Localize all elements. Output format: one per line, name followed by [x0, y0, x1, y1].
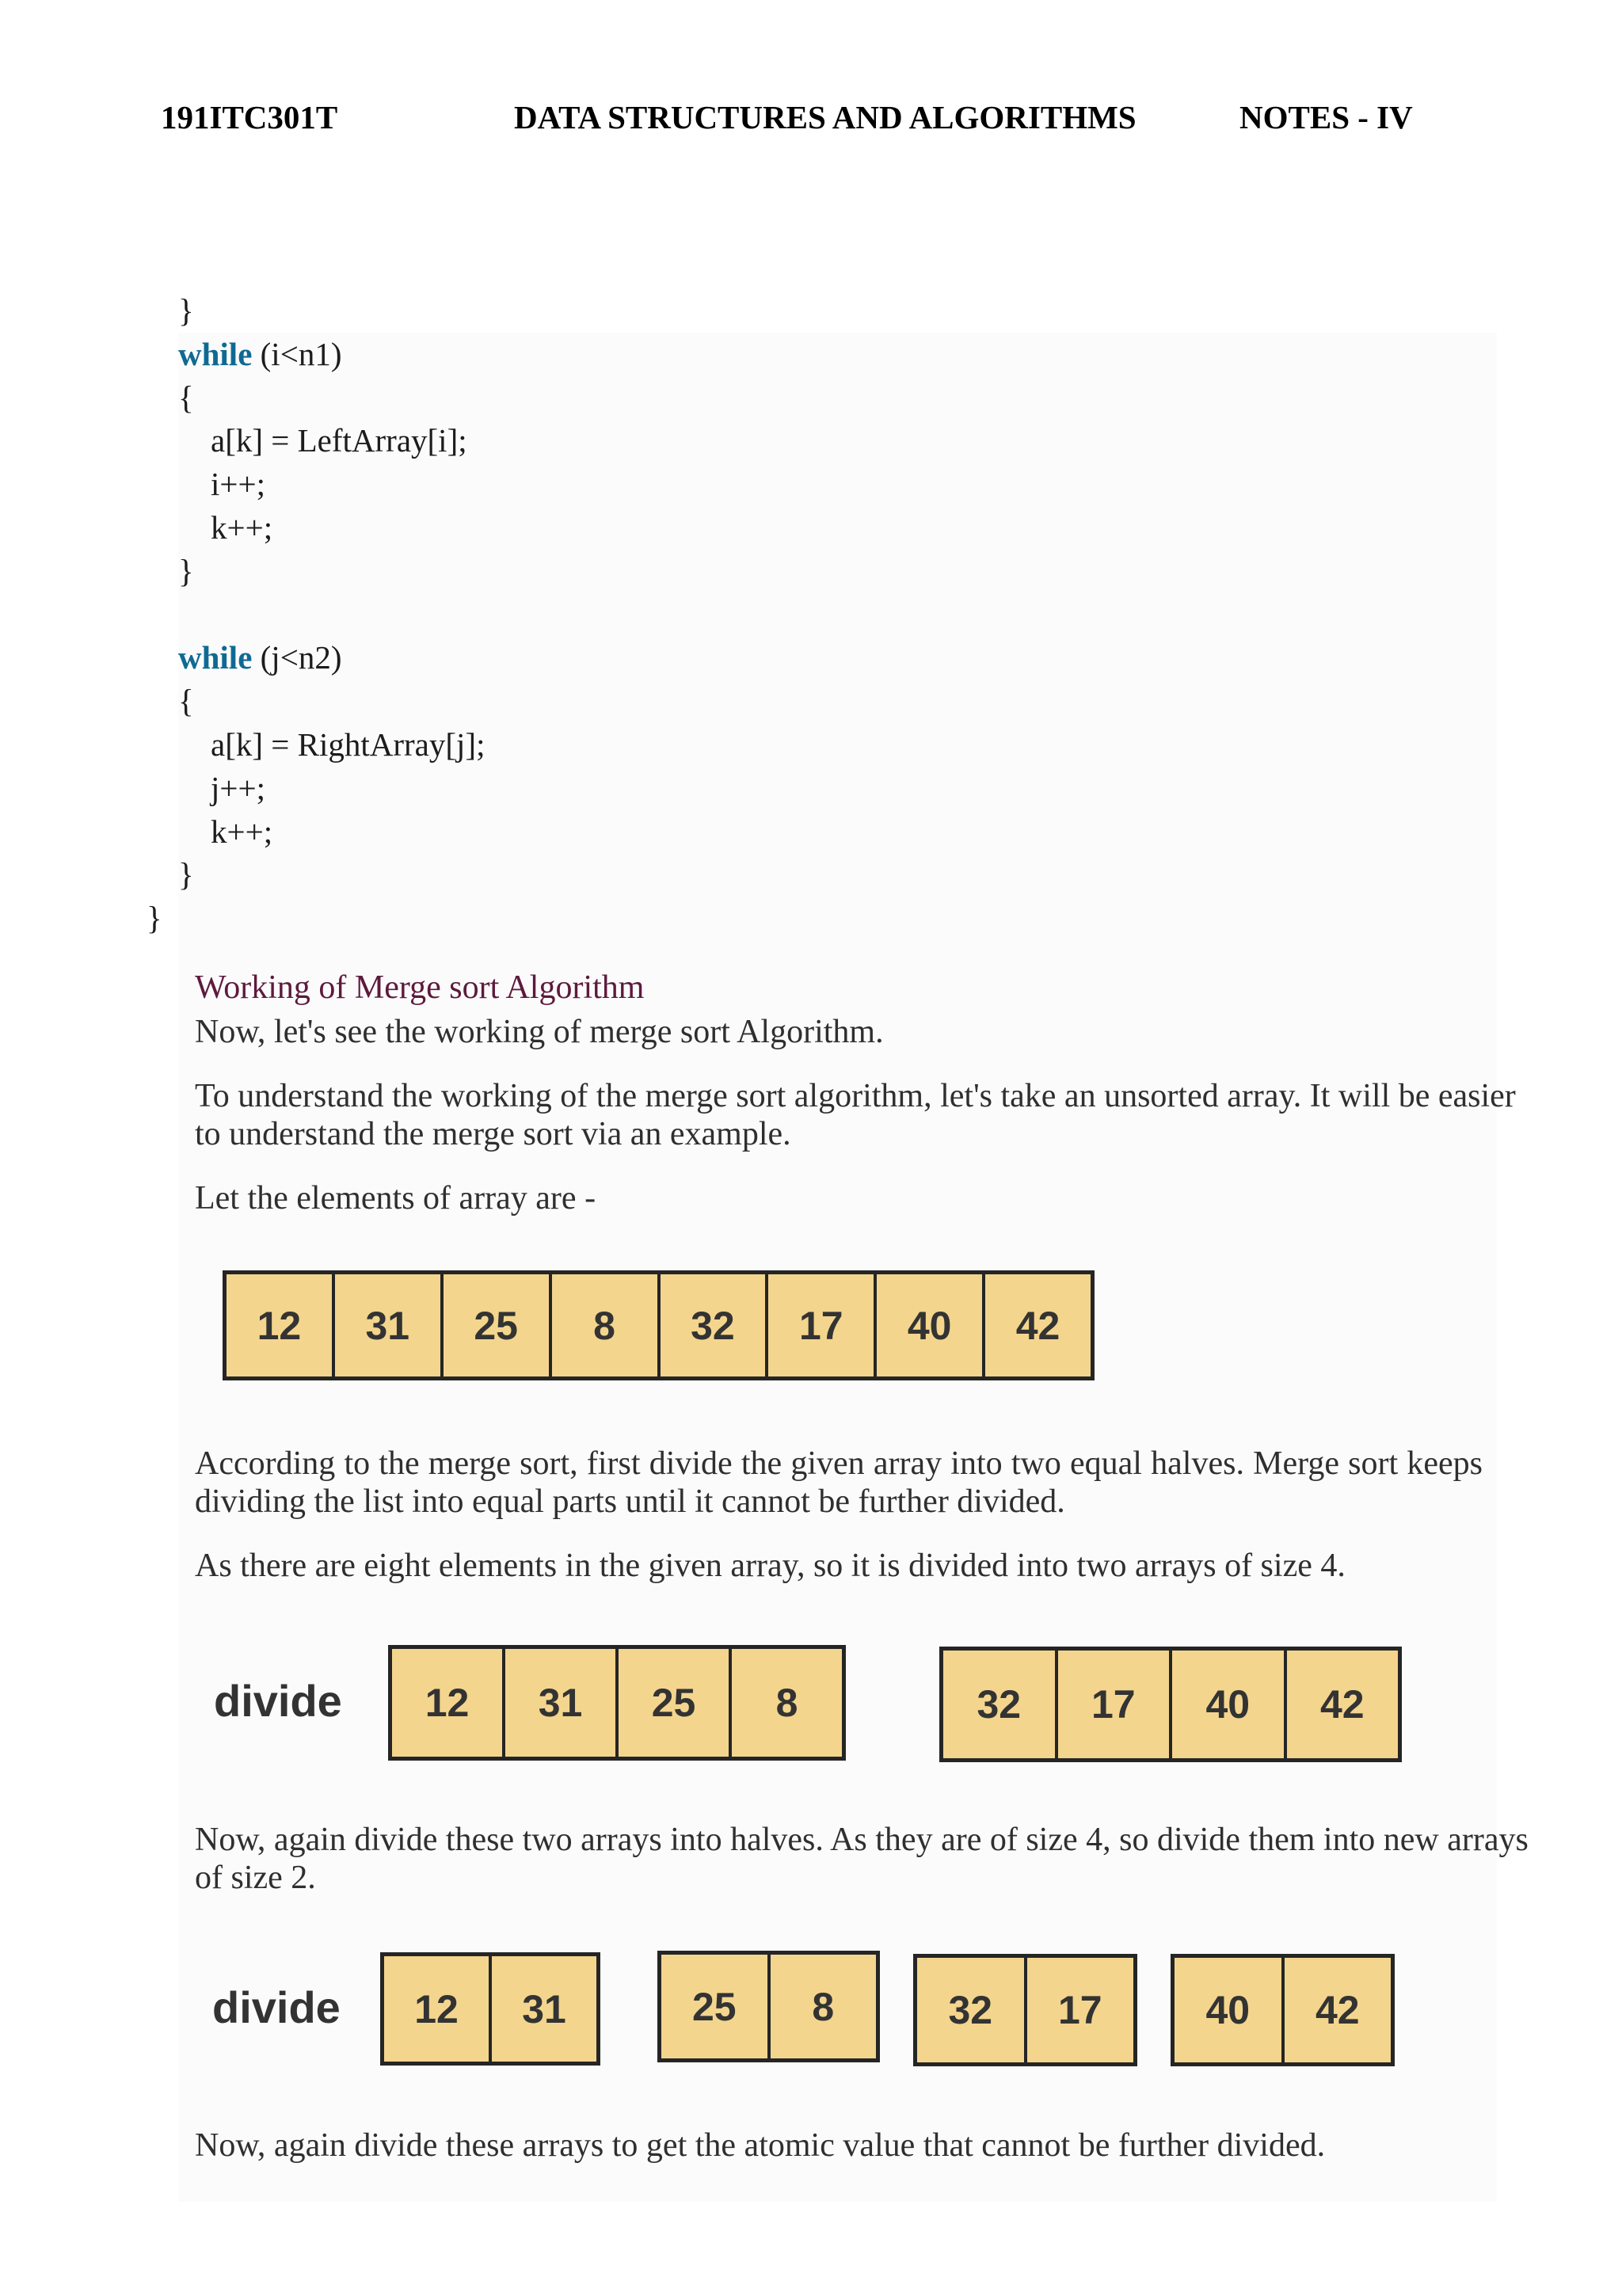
array-half-right	[939, 1647, 1402, 1762]
paragraph-line: of size 2.	[195, 1860, 316, 1896]
paragraph-line: Now, let's see the working of merge sort Algorithm.	[195, 1014, 884, 1050]
array-cell: 17	[765, 1274, 874, 1376]
eight-elements-paragraph	[195, 1547, 1346, 1585]
code-line	[147, 506, 485, 550]
heading-text: Working of Merge sort Algorithm	[195, 969, 645, 1006]
divide-label: divide	[214, 1676, 342, 1726]
code-line	[147, 289, 485, 333]
divide-paragraph	[195, 1445, 1483, 1521]
paragraph-line: Let the elements of array are -	[195, 1180, 596, 1217]
array-cell: 25	[440, 1274, 549, 1376]
array-cell: 32	[657, 1274, 766, 1376]
code-line	[147, 463, 485, 506]
intro-paragraph	[195, 1013, 884, 1051]
code-line	[147, 723, 485, 767]
array-quarter-1	[380, 1952, 600, 2066]
paragraph-line: As there are eight elements in the given array, so it is divided into two arrays of size 4.	[195, 1548, 1346, 1584]
array-initial	[223, 1270, 1095, 1380]
array-cell: 32	[948, 1988, 993, 2032]
array-cell: 17	[1024, 1958, 1134, 2062]
array-cell: 42	[1281, 1958, 1392, 2062]
atomic-paragraph	[195, 2127, 1325, 2165]
course-code: 191ITC301T	[161, 99, 338, 135]
understand-paragraph	[195, 1077, 1516, 1153]
array-cell: 12	[257, 1303, 302, 1348]
code-text: i++;	[211, 466, 266, 503]
code-text: k++;	[211, 508, 273, 546]
code-line	[147, 810, 485, 854]
array-cell: 8	[767, 1955, 877, 2058]
array-cell: 32	[977, 1682, 1022, 1727]
code-block	[147, 289, 485, 940]
code-line	[147, 419, 485, 463]
code-text: }	[178, 552, 194, 589]
array-cell: 40	[874, 1274, 982, 1376]
array-cell: 25	[615, 1649, 729, 1757]
array-cell: 42	[982, 1274, 1091, 1376]
code-line	[147, 376, 485, 420]
divide-label: divide	[212, 1982, 341, 2032]
notes-label: NOTES - IV	[1239, 99, 1413, 135]
again-paragraph	[195, 1821, 1529, 1897]
code-text: }	[147, 900, 162, 937]
code-text: }	[178, 292, 194, 329]
code-text: j++;	[211, 769, 266, 806]
code-text: (i<n1)	[252, 335, 342, 372]
array-half-left	[388, 1645, 846, 1761]
elements-paragraph	[195, 1179, 596, 1217]
keyword-while: while	[178, 335, 253, 372]
code-text: a[k] = RightArray[j];	[211, 725, 485, 763]
paragraph-line: Now, again divide these two arrays into halves. As they are of size 4, so divide them into new arrays	[195, 1822, 1529, 1858]
array-cell: 42	[1284, 1651, 1399, 1758]
array-quarter-4	[1171, 1954, 1395, 2066]
code-line	[147, 680, 485, 723]
code-text: {	[178, 379, 194, 416]
code-text: (j<n2)	[252, 639, 342, 676]
keyword-while: while	[178, 639, 253, 676]
paragraph-line: To understand the working of the merge sort algorithm, let's take an unsorted array. It will be easier	[195, 1078, 1516, 1114]
code-text: {	[178, 683, 194, 720]
array-quarter-3	[913, 1954, 1137, 2066]
array-quarter-2	[657, 1951, 880, 2062]
array-cell: 40	[1205, 1988, 1251, 2032]
paragraph-line: Now, again divide these arrays to get the atomic value that cannot be further divided.	[195, 2127, 1326, 2164]
paragraph-line: dividing the list into equal parts until it cannot be further divided.	[195, 1483, 1065, 1520]
paragraph-line: According to the merge sort, first divide the given array into two equal halves. Merge sort keeps	[195, 1445, 1483, 1482]
array-cell: 12	[414, 1986, 459, 2031]
code-text: }	[178, 856, 194, 893]
code-line	[147, 897, 485, 940]
paragraph-line: to understand the merge sort via an example.	[195, 1116, 791, 1152]
code-line	[147, 853, 485, 897]
document-title: DATA STRUCTURES AND ALGORITHMS	[514, 99, 1137, 135]
array-cell: 31	[332, 1274, 440, 1376]
array-cell: 12	[425, 1681, 470, 1725]
array-cell: 17	[1055, 1651, 1170, 1758]
array-cell: 8	[549, 1274, 657, 1376]
section-heading	[195, 969, 644, 1007]
array-cell: 25	[691, 1984, 737, 2029]
code-line	[147, 550, 485, 593]
code-blank-line	[147, 593, 485, 637]
code-text: k++;	[211, 813, 273, 850]
code-text: a[k] = LeftArray[i];	[211, 422, 467, 459]
code-line	[147, 767, 485, 810]
array-cell: 31	[502, 1649, 615, 1757]
code-line	[147, 636, 485, 680]
code-line	[147, 333, 485, 376]
array-cell: 8	[729, 1649, 842, 1757]
array-cell: 40	[1169, 1651, 1284, 1758]
array-cell: 31	[489, 1956, 596, 2062]
